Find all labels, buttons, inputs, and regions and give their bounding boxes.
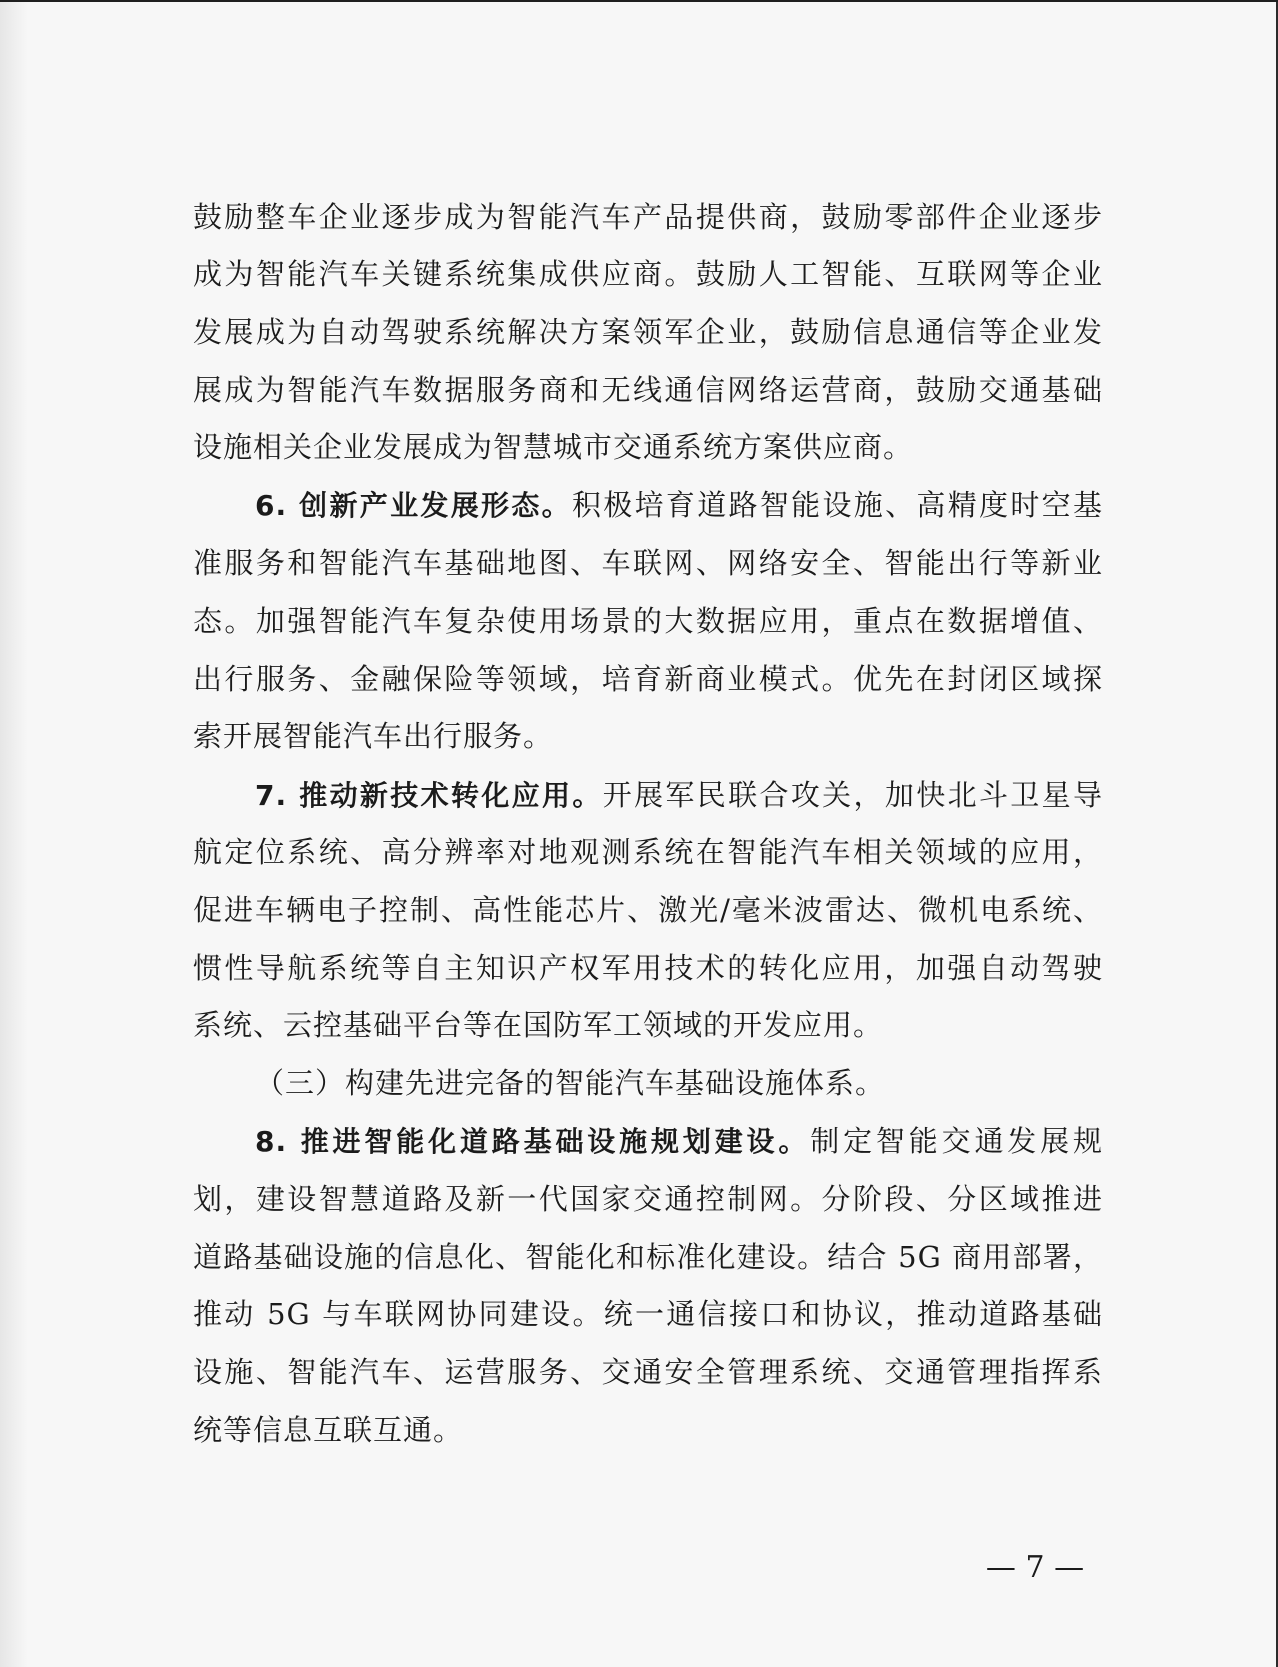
paragraph-3-line-3: 促进车辆电子控制、高性能芯片、激光/毫米波雷达、微机电系统、	[193, 893, 1103, 927]
paragraph-2-line-1-text: 积极培育道路智能设施、高精度时空基	[572, 488, 1103, 522]
paragraph-3-line-1-text: 开展军民联合攻关，加快北斗卫星导	[602, 778, 1103, 812]
paragraph-4-line-1	[255, 1110, 1103, 1172]
paragraph-1-line-4: 展成为智能汽车数据服务商和无线通信网络运营商，鼓励交通基础	[193, 373, 1103, 407]
paragraph-4-line-4: 推动 5G 与车联网协同建设。统一通信接口和协议，推动道路基础	[193, 1297, 1103, 1331]
paragraph-1-line-3: 发展成为自动驾驶系统解决方案领军企业，鼓励信息通信等企业发	[193, 315, 1103, 349]
paragraph-3-heading: 7. 推动新技术转化应用。	[255, 779, 603, 812]
paragraph-4-heading: 8. 推进智能化道路基础设施规划建设。	[255, 1125, 811, 1158]
scan-left-shadow	[0, 2, 28, 1667]
paragraph-2-line-1	[255, 474, 1103, 536]
paragraph-1-line-1: 鼓励整车企业逐步成为智能汽车产品提供商，鼓励零部件企业逐步	[193, 200, 1103, 234]
paragraph-1-line-5: 设施相关企业发展成为智慧城市交通系统方案供应商。	[193, 430, 914, 464]
paragraph-1-line-2: 成为智能汽车关键系统集成供应商。鼓励人工智能、互联网等企业	[193, 257, 1103, 291]
paragraph-2-heading: 6. 创新产业发展形态。	[255, 489, 572, 522]
section-heading: （三）构建先进完备的智能汽车基础设施体系。	[255, 1066, 886, 1100]
paragraph-3-line-1	[255, 764, 1103, 826]
paragraph-2-line-2: 准服务和智能汽车基础地图、车联网、网络安全、智能出行等新业	[193, 546, 1103, 580]
paragraph-4-line-2: 划，建设智慧道路及新一代国家交通控制网。分阶段、分区域推进	[193, 1182, 1103, 1216]
paragraph-2-line-5: 索开展智能汽车出行服务。	[193, 719, 554, 753]
paragraph-2-line-4: 出行服务、金融保险等领域，培育新商业模式。优先在封闭区域探	[193, 662, 1103, 696]
paragraph-4-line-6: 统等信息互联互通。	[193, 1413, 464, 1447]
paragraph-4-line-3: 道路基础设施的信息化、智能化和标准化建设。结合 5G 商用部署，	[193, 1240, 1103, 1274]
paragraph-3-line-5: 系统、云控基础平台等在国防军工领域的开发应用。	[193, 1008, 884, 1042]
paragraph-3-line-4: 惯性导航系统等自主知识产权军用技术的转化应用，加强自动驾驶	[193, 951, 1103, 985]
page-number: — 7 —	[985, 1550, 1085, 1585]
paragraph-4-line-5: 设施、智能汽车、运营服务、交通安全管理系统、交通管理指挥系	[193, 1355, 1103, 1389]
paragraph-4-line-1-text: 制定智能交通发展规	[810, 1124, 1103, 1158]
paragraph-2-line-3: 态。加强智能汽车复杂使用场景的大数据应用，重点在数据增值、	[193, 604, 1103, 638]
paragraph-3-line-2: 航定位系统、高分辨率对地观测系统在智能汽车相关领域的应用，	[193, 835, 1103, 869]
